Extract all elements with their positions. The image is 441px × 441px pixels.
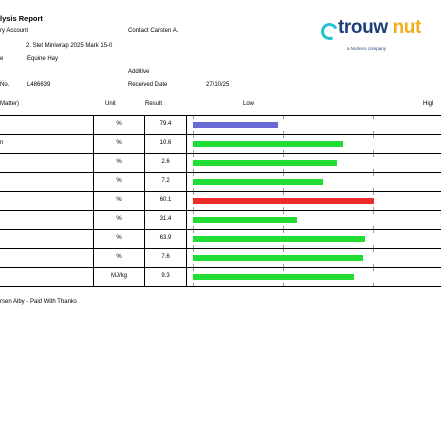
col-header-high: Higl — [423, 101, 434, 107]
logo-brand-accent: nut — [387, 17, 421, 38]
logo-wordmark — [338, 17, 421, 39]
row-unit: % — [116, 235, 122, 241]
additive-label: Additive — [128, 69, 150, 75]
row-unit: % — [116, 140, 122, 146]
logo-tagline: a Nutreco company — [347, 46, 387, 51]
received-date-value: 27/10/25 — [206, 82, 230, 88]
row-unit: % — [116, 178, 122, 184]
row-result: 9.3 — [161, 273, 170, 279]
row-result: 60.1 — [159, 197, 172, 203]
gauge-tick — [193, 268, 194, 271]
row-result: 79.4 — [159, 121, 172, 127]
footer-note: rsen Alby - Paid With Thanks — [0, 299, 77, 305]
gauge-tick — [193, 192, 194, 195]
result-level-bar — [193, 236, 365, 242]
gauge-tick — [283, 249, 284, 252]
product-value: Equine Hay — [27, 56, 59, 62]
table-row — [0, 134, 441, 153]
gauge-tick — [193, 116, 194, 119]
gauge-tick — [373, 230, 374, 233]
gauge-tick — [283, 135, 284, 138]
gauge-tick — [283, 230, 284, 233]
result-level-bar — [193, 274, 354, 280]
row-divider — [0, 172, 441, 173]
table-row — [0, 153, 441, 172]
result-level-bar — [193, 255, 363, 261]
row-divider — [0, 210, 441, 211]
contact-label: Contact Carsten A. — [128, 28, 179, 34]
gauge-tick — [283, 173, 284, 176]
col-header-low: Low — [243, 101, 255, 107]
result-level-bar — [193, 179, 323, 185]
result-level-bar — [193, 141, 343, 147]
table-row — [0, 229, 441, 248]
row-result: 7.6 — [161, 254, 170, 260]
gauge-tick — [283, 154, 284, 157]
row-unit: % — [116, 216, 122, 222]
gauge-tick — [193, 249, 194, 252]
row-unit: % — [116, 197, 122, 203]
account-label: ry Account — [0, 28, 29, 34]
gauge-tick — [193, 211, 194, 214]
table-row — [0, 172, 441, 191]
product-label: e — [0, 56, 4, 62]
result-level-bar — [193, 122, 278, 128]
table-row — [0, 267, 441, 286]
table-row — [0, 115, 441, 134]
gauge-tick — [193, 173, 194, 176]
row-result: 31.4 — [159, 216, 172, 222]
gauge-tick — [373, 116, 374, 119]
row-result: 63.9 — [159, 235, 172, 241]
row-divider — [0, 134, 441, 135]
table-row — [0, 210, 441, 229]
table-row — [0, 248, 441, 267]
sample-no-label: No. — [0, 82, 10, 88]
sample-no-value: L486639 — [27, 82, 51, 88]
row-unit: % — [116, 254, 122, 260]
logo-brand-primary: trouw — [338, 17, 388, 38]
row-divider — [0, 191, 441, 192]
row-divider — [0, 248, 441, 249]
results-table — [0, 115, 441, 286]
row-unit: MJ/kg — [110, 273, 127, 279]
gauge-tick — [373, 211, 374, 214]
received-date-label: Received Date — [128, 82, 168, 88]
row-unit: % — [116, 159, 122, 165]
row-label: n — [0, 140, 4, 146]
gauge-tick — [193, 230, 194, 233]
row-result: 7.2 — [161, 178, 170, 184]
gauge-tick — [373, 135, 374, 138]
gauge-tick — [373, 192, 374, 195]
row-unit: % — [116, 121, 122, 127]
gauge-tick — [283, 211, 284, 214]
col-header-unit: Unit — [105, 101, 116, 107]
result-level-bar — [193, 217, 297, 223]
gauge-tick — [373, 173, 374, 176]
table-row — [0, 191, 441, 210]
gauge-tick — [283, 192, 284, 195]
gauge-tick — [283, 116, 284, 119]
row-result: 2.6 — [161, 159, 170, 165]
col-header-result: Result — [145, 101, 163, 107]
row-divider — [0, 115, 441, 116]
row-divider — [0, 229, 441, 230]
row-divider — [0, 153, 441, 154]
gauge-tick — [283, 268, 284, 271]
result-level-bar — [193, 198, 374, 204]
report-title: lysis Report — [0, 14, 43, 23]
table-bottom-border — [0, 286, 441, 287]
sample-line: 2. Slet Miniwrap 2025 Mark 15-0 — [26, 43, 113, 49]
result-level-bar — [193, 160, 337, 166]
row-divider — [0, 267, 441, 268]
col-header-param: Matter) — [0, 101, 20, 107]
gauge-tick — [193, 135, 194, 138]
row-result: 10.6 — [159, 140, 172, 146]
gauge-tick — [373, 268, 374, 271]
gauge-tick — [193, 154, 194, 157]
gauge-tick — [373, 154, 374, 157]
gauge-tick — [373, 249, 374, 252]
